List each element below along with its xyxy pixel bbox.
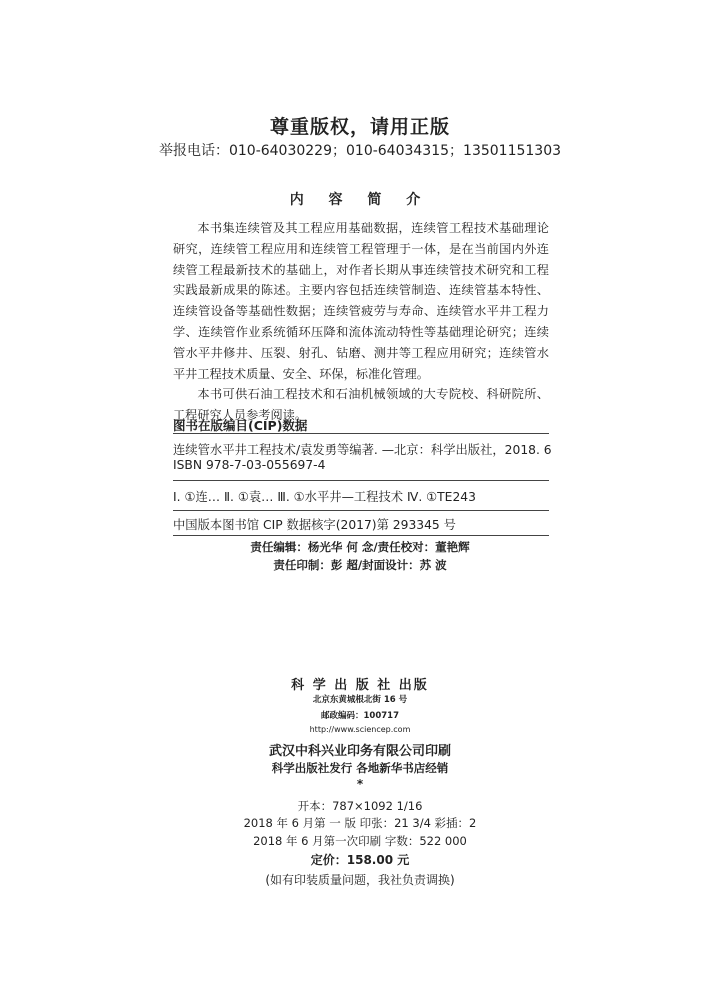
distribution-line: 科学出版社发行 各地新华书店经销: [271, 761, 449, 775]
cip-classification: Ⅰ. ①连… Ⅱ. ①袁… Ⅲ. ①水平井—工程技术 Ⅳ. ①TE243: [173, 490, 476, 504]
summary-heading: 内 容 简 介: [289, 192, 431, 208]
summary-text: [173, 218, 549, 426]
publisher-address: 北京东黄城根北街 16 号: [312, 695, 408, 705]
quality-note: (如有印装质量问题，我社负责调换): [265, 873, 455, 887]
cip-isbn: ISBN 978-7-03-055697-4: [173, 458, 326, 472]
impression-line: 2018 年 6 月第一次印刷 字数：522 000: [253, 834, 467, 848]
printer-name: 武汉中科兴业印务有限公司印刷: [268, 744, 451, 759]
summary-paragraph: 本书集连续管及其工程应用基础数据，连续管工程技术基础理论研究，连续管工程应用和连续管工程管理于一体，是在当前国内外连续管工程最新技术的基础上，对作者长期从事连续管技术研究和工程实践最新成果的陈述。主要内容包括连续管制造、连续管基本特性、连续管设备等基础性数据；连续管疲劳与寿命、连续管水平井工程力学、连续管作业系统循环压降和流体流动特性等基础理论研究；连续管水平井修井、压裂、射孔、钻磨、测井等工程应用研究；连续管水平井工程技术质量、安全、环保，标准化管理。: [173, 221, 549, 381]
cip-number: 中国版本图书馆 CIP 数据核字(2017)第 293345 号: [173, 518, 456, 532]
divider: [173, 480, 549, 481]
postal-code: 邮政编码：100717: [321, 711, 399, 721]
editor-credits: 责任编辑：杨光华 何 念/责任校对：董艳辉: [250, 540, 470, 554]
cip-heading: 图书在版编目(CIP)数据: [173, 418, 308, 433]
price: 定价：158.00 元: [310, 853, 410, 867]
report-phone: 举报电话：010-64030229；010-64034315；13501151303: [158, 143, 562, 159]
copyright-title: 尊重版权，请用正版: [269, 116, 450, 138]
publisher-website: http://www.sciencep.com: [309, 725, 411, 734]
divider: [173, 510, 549, 511]
publisher-name: 科 学 出 版 社 出版: [291, 678, 429, 693]
summary-paragraph: 本书可供石油工程技术和石油机械领域的大专院校、科研院所、工程研究人员参考阅读。: [173, 387, 549, 423]
cip-bibliographic-line: 连续管水平井工程技术/袁发勇等编著. —北京：科学出版社，2018. 6: [173, 443, 552, 457]
format-line: 开本：787×1092 1/16: [297, 799, 423, 813]
print-credits: 责任印制：彭 超/封面设计：苏 波: [273, 558, 447, 572]
separator-star: *: [356, 777, 364, 791]
divider: [173, 535, 549, 536]
divider: [173, 433, 549, 434]
edition-line: 2018 年 6 月第 一 版 印张：21 3/4 彩插：2: [243, 816, 477, 830]
